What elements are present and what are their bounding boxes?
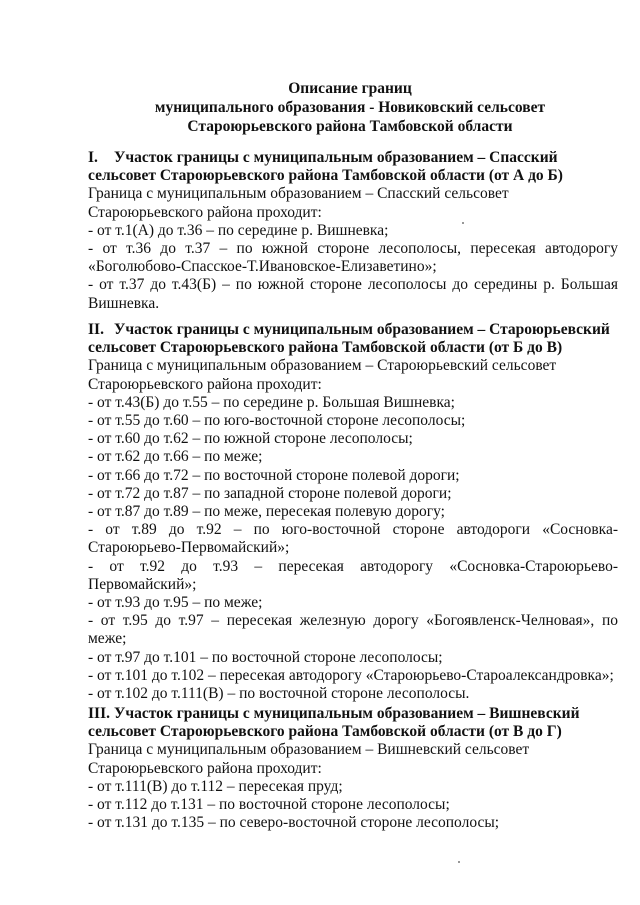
section-intro-line-1: Граница с муниципальным образованием – Вишневский сельсовет (88, 741, 530, 759)
section-number: II. (88, 321, 104, 338)
document-title (80, 79, 620, 136)
title-line-3: Староюрьевского района Тамбовской области (187, 118, 513, 135)
list-item: - от т.93 до т.95 – по меже; (88, 594, 263, 612)
list-item: - от т.89 до т.92 – по юго-восточной стороне автодороги «Сосновка-Староюрьево-Первомайский»; (88, 521, 618, 557)
section-intro-line-1: Граница с муниципальным образованием – Спасский сельсовет (88, 185, 509, 203)
list-item: - от т.101 до т.102 – пересекая автодорогу «Староюрьево-Староалександровка»; (88, 666, 614, 684)
section-heading (88, 705, 618, 741)
scan-speck (458, 861, 460, 863)
section-heading-line-1: Участок границы с муниципальным образованием – Спасский (114, 149, 558, 166)
section-intro-line-2: Староюрьевского района проходит: (88, 375, 322, 393)
scan-speck (462, 222, 464, 224)
list-item: - от т.111(В) до т.112 – пересекая пруд; (88, 777, 343, 795)
section-heading-line-1: Участок границы с муниципальным образованием – Староюрьевский (114, 321, 610, 338)
section-1 (88, 149, 618, 313)
list-item: - от т.55 до т.60 – по юго-восточной стороне лесополосы; (88, 412, 466, 430)
title-line-1: Описание границ (288, 80, 412, 97)
list-item: - от т.102 до т.111(В) – по восточной стороне лесополосы. (88, 685, 470, 703)
section-heading-line-2: сельсовет Староюрьевского района Тамбовской области (от А до Б) (88, 167, 563, 185)
section-heading (88, 321, 618, 357)
list-item: - от т.95 до т.97 – пересекая железную дорогу «Богоявленск-Челновая», по меже; (88, 612, 618, 648)
section-intro-line-2: Староюрьевского района проходит: (88, 759, 322, 777)
list-item: - от т.36 до т.37 – по южной стороне лесополосы, пересекая автодорогу «Боголюбово-Спасское-Т.Ивановское-Елизаветино»; (88, 240, 618, 276)
list-item: - от т.72 до т.87 – по западной стороне полевой дороги; (88, 484, 452, 502)
list-item: - от т.60 до т.62 – по южной стороне лесополосы; (88, 430, 413, 448)
list-item: - от т.97 до т.101 – по восточной стороне лесополосы; (88, 648, 443, 666)
section-number: I. (88, 149, 98, 166)
list-item: - от т.66 до т.72 – по восточной стороне полевой дороги; (88, 466, 460, 484)
list-item: - от т.87 до т.89 – по меже, пересекая полевую дорогу; (88, 503, 445, 521)
section-number: III. (88, 705, 110, 722)
section-intro-line-2: Староюрьевского района проходит: (88, 203, 322, 221)
section-3 (88, 705, 618, 832)
section-intro-line-1: Граница с муниципальным образованием – Староюрьевский сельсовет (88, 357, 557, 375)
title-line-2: муниципального образования - Новиковский сельсовет (154, 99, 546, 116)
section-heading-line-1: Участок границы с муниципальным образованием – Вишневский (114, 705, 580, 722)
list-item: - от т.131 до т.135 – по северо-восточной стороне лесополосы; (88, 814, 500, 832)
section-heading (88, 149, 618, 185)
list-item: - от т.1(А) до т.36 – по середине р. Вишневка; (88, 221, 389, 239)
list-item: - от т.92 до т.93 – пересекая автодорогу «Сосновка-Староюрьево-Первомайский»; (88, 557, 618, 593)
list-item: - от т.37 до т.43(Б) – по южной стороне лесополосы до середины р. Большая Вишневка. (88, 276, 618, 312)
section-heading-line-2: сельсовет Староюрьевского района Тамбовской области (от Б до В) (88, 339, 563, 357)
list-item: - от т.43(Б) до т.55 – по середине р. Большая Вишневка; (88, 393, 455, 411)
list-item: - от т.62 до т.66 – по меже; (88, 448, 263, 466)
section-heading-line-2: сельсовет Староюрьевского района Тамбовской области (от В до Г) (88, 723, 562, 741)
section-2 (88, 321, 618, 703)
list-item: - от т.112 до т.131 – по восточной стороне лесополосы; (88, 796, 450, 814)
